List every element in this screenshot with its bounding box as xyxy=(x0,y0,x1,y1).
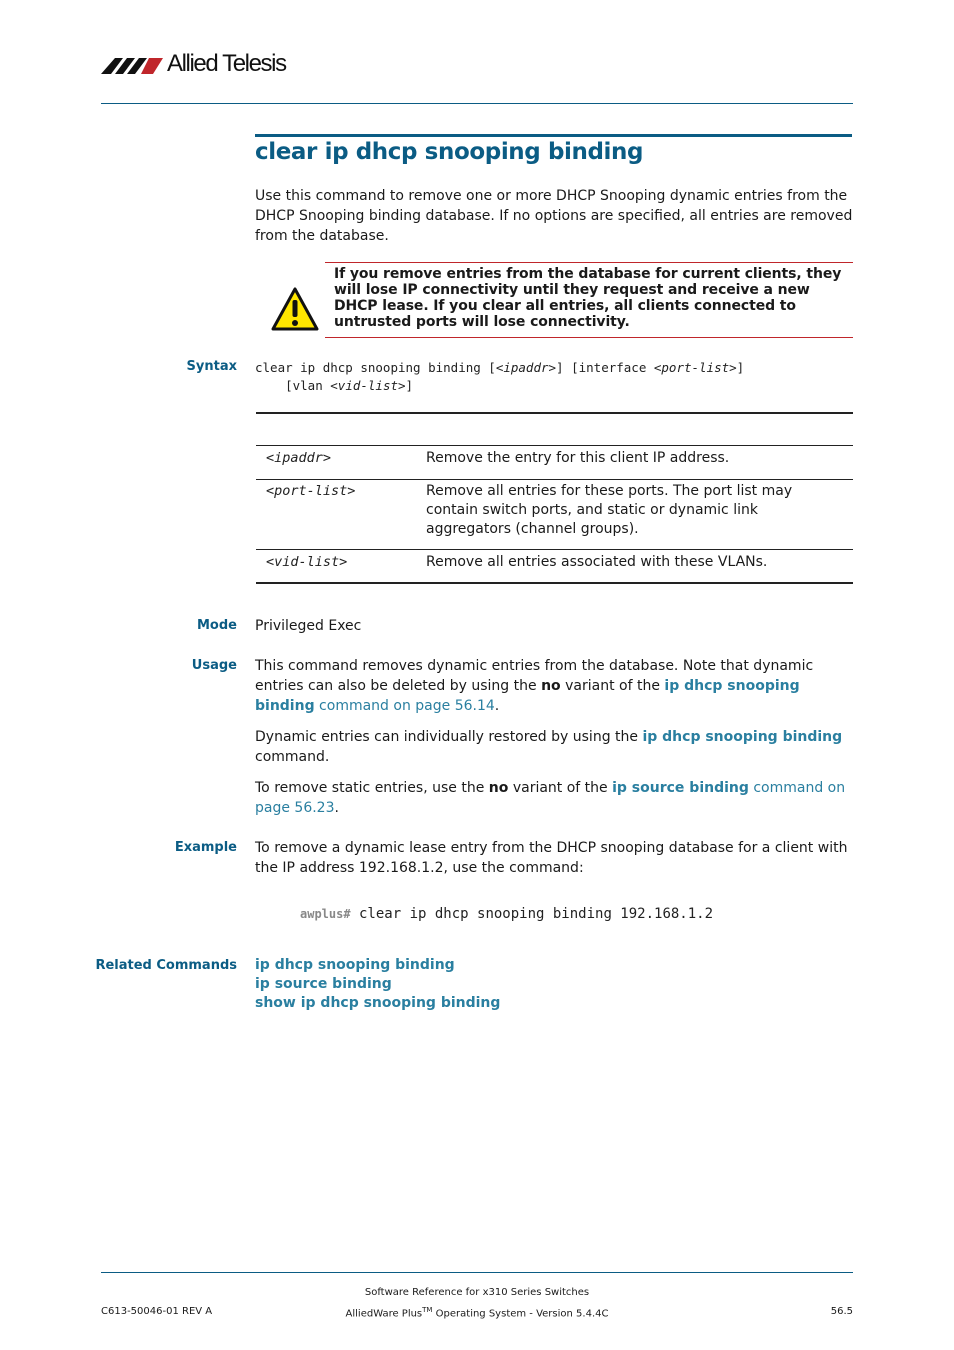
usage-paragraph-1 xyxy=(255,656,855,716)
usage-text: command. xyxy=(255,749,330,765)
usage-paragraph-3 xyxy=(255,778,855,818)
usage-text: Dynamic entries can individually restored by using the xyxy=(255,729,643,745)
param-description: Remove the entry for this client IP address. xyxy=(426,450,730,466)
related-link-show-ip-dhcp-snooping-binding[interactable]: show ip dhcp snooping binding xyxy=(255,995,501,1011)
warning-text: If you remove entries from the database for current clients, they will lose IP connectivity until they request and receive a new DHCP lease. If you clear all entries, all clients connected to untrusted ports will lose connectivity. xyxy=(334,266,842,330)
example-command xyxy=(300,903,713,922)
footer-page-number: 56.5 xyxy=(830,1306,853,1317)
usage-text: . xyxy=(494,698,500,714)
param-description: Remove all entries associated with these VLANs. xyxy=(426,554,768,570)
syntax-label: Syntax xyxy=(186,359,237,374)
table-rule-bottom xyxy=(256,582,853,584)
param-name: <vid-list> xyxy=(266,554,348,570)
warning-triangle-icon xyxy=(270,286,320,332)
footer-product: AlliedWare Plus xyxy=(345,1308,423,1320)
brand-name: Allied Telesis xyxy=(167,50,286,77)
page-reference-link[interactable]: command on page 56.23 xyxy=(255,780,846,816)
usage-text: variant of the xyxy=(508,780,613,796)
footer-title: Software Reference for x310 Series Switches xyxy=(364,1287,590,1298)
trademark-mark: TM xyxy=(422,1306,433,1314)
syntax-part: >] [interface < xyxy=(548,360,662,375)
table-header-rule xyxy=(256,445,853,446)
param-description: Remove all entries for these ports. The port list may contain switch ports, and static or dynamic link aggregators (channel groups). xyxy=(426,483,793,537)
no-keyword: no xyxy=(541,678,561,694)
usage-paragraph-2 xyxy=(255,727,855,767)
param-name: <port-list> xyxy=(266,483,356,499)
page-reference-link[interactable]: command on page 56.14 xyxy=(314,698,495,714)
usage-text: To remove static entries, use the xyxy=(255,780,489,796)
table-row-rule xyxy=(256,479,853,480)
warning-rule-bottom xyxy=(325,337,853,338)
footer-doc-id: C613-50046-01 REV A xyxy=(101,1306,213,1317)
footer-version: Operating System - Version 5.4.4C xyxy=(432,1308,609,1320)
mode-label: Mode xyxy=(197,618,237,633)
command-description: Use this command to remove one or more DHCP Snooping dynamic entries from the DHCP Snooping binding database. If no options are specified, all entries are removed from the database. xyxy=(255,188,853,244)
example-text: To remove a dynamic lease entry from the DHCP snooping database for a client with the IP address 192.168.1.2, use the command: xyxy=(255,840,848,876)
syntax-part: clear ip dhcp snooping binding [< xyxy=(255,360,504,375)
cli-command: clear ip dhcp snooping binding 192.168.1.2 xyxy=(350,906,714,922)
syntax-param: port-list xyxy=(661,360,730,375)
logo-mark-icon xyxy=(101,52,165,76)
ip-dhcp-snooping-binding-link[interactable]: ip dhcp snooping binding xyxy=(255,678,800,714)
allied-telesis-logo xyxy=(101,52,301,80)
syntax-part: >] xyxy=(729,360,745,375)
no-keyword: no xyxy=(488,780,509,796)
usage-label: Usage xyxy=(191,658,237,673)
usage-text: variant of the xyxy=(560,678,665,694)
header-rule xyxy=(101,103,853,104)
ip-source-binding-link[interactable]: ip source binding xyxy=(612,780,749,796)
table-rule-top xyxy=(256,412,853,414)
cli-prompt: awplus# xyxy=(300,907,351,921)
table-row-rule xyxy=(256,549,853,550)
mode-value: Privileged Exec xyxy=(255,618,362,634)
warning-rule-top xyxy=(325,262,853,263)
param-name: <ipaddr> xyxy=(266,450,332,466)
footer-rule xyxy=(101,1272,853,1273)
syntax-part: >] xyxy=(398,378,414,393)
page-title: clear ip dhcp snooping binding xyxy=(255,139,644,165)
example-label: Example xyxy=(174,840,237,855)
usage-text: . xyxy=(334,800,339,816)
usage-text: This command removes dynamic entries from the database. Note that dynamic entries can also be deleted by using the xyxy=(255,658,814,694)
syntax-part: [vlan < xyxy=(255,378,338,393)
related-link-ip-dhcp-snooping-binding[interactable]: ip dhcp snooping binding xyxy=(255,957,455,973)
title-rule xyxy=(255,134,852,137)
syntax-block xyxy=(255,359,744,395)
syntax-param: vid-list xyxy=(337,378,399,393)
syntax-param: ipaddr xyxy=(503,360,549,375)
related-commands-label: Related Commands xyxy=(95,958,237,973)
ip-dhcp-snooping-binding-link[interactable]: ip dhcp snooping binding xyxy=(642,729,843,745)
related-link-ip-source-binding[interactable]: ip source binding xyxy=(255,976,392,992)
